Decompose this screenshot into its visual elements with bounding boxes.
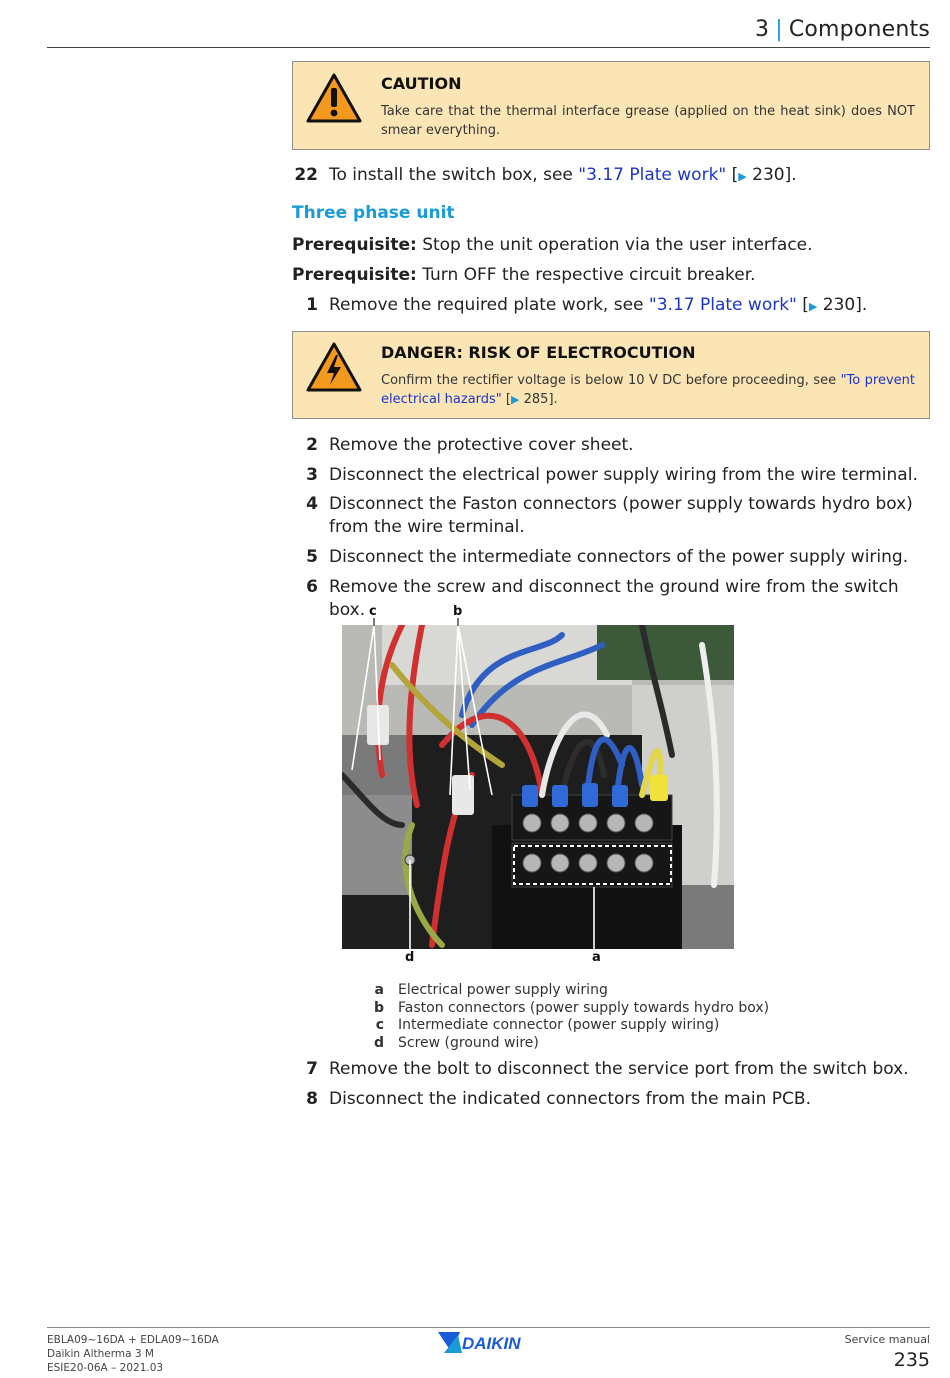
page-ref-icon: ▶ <box>738 170 747 183</box>
top-leader-stubs <box>342 618 734 626</box>
step-text: To install the switch box, see "3.17 Plate work" [▶ 230]. <box>329 165 797 185</box>
callout-d: d <box>405 950 415 965</box>
plate-work-link[interactable]: "3.17 Plate work" <box>578 165 727 185</box>
document-type: Service manual <box>844 1333 930 1346</box>
high-voltage-icon <box>305 341 363 393</box>
page-ref-icon: ▶ <box>808 300 818 313</box>
danger-notice <box>292 331 930 419</box>
callout-c: c <box>369 604 377 619</box>
prerequisite-2: Prerequisite: Turn OFF the respective circuit breaker. <box>292 265 756 285</box>
page-header <box>47 14 930 48</box>
page-ref: 230 <box>752 165 785 185</box>
step-text: Remove the required plate work, see "3.17 Plate work" [▶ 230]. <box>329 295 868 315</box>
svg-text:DAIKIN: DAIKIN <box>462 1334 521 1353</box>
daikin-logo <box>438 1331 542 1355</box>
step-number: 1 <box>306 295 318 315</box>
prerequisite-1: Prerequisite: Stop the unit operation via the user interface. <box>292 235 813 255</box>
caution-text: Take care that the thermal interface grease (applied on the heat sink) does NOT smear everything. <box>381 104 915 138</box>
plate-work-link[interactable]: "3.17 Plate work" <box>648 295 797 315</box>
caution-notice <box>292 61 930 150</box>
chapter-number: 3 <box>754 17 770 42</box>
danger-text: Confirm the rectifier voltage is below 10 V DC before proceeding, see "To prevent electrical hazards" [▶ 285]. <box>381 373 915 407</box>
switch-box-photo <box>342 625 734 949</box>
page-ref: 285 <box>523 392 549 407</box>
callout-leader-lines <box>342 625 734 949</box>
step-number: 22 <box>294 165 318 185</box>
footer-model-info: EBLA09~16DA + EDLA09~16DA Daikin Altherma 3 M ESIE20-06A – 2021.03 <box>47 1334 219 1374</box>
page-number: 235 <box>893 1349 930 1371</box>
footer-rule <box>47 1327 930 1328</box>
footer-page-info <box>845 1333 930 1371</box>
danger-title: DANGER: RISK OF ELECTROCUTION <box>381 343 696 362</box>
callout-b: b <box>453 604 463 619</box>
section-heading: Three phase unit <box>292 203 455 223</box>
page-ref: 230 <box>822 295 856 315</box>
warning-icon <box>305 72 363 124</box>
electrical-hazards-link[interactable]: "To prevent electrical hazards" <box>381 373 915 407</box>
chapter-title: Components <box>788 17 930 42</box>
caution-title: CAUTION <box>381 74 462 93</box>
callout-a: a <box>592 950 601 965</box>
header-separator: | <box>775 17 783 42</box>
page-ref-icon: ▶ <box>511 393 520 406</box>
header-title <box>755 17 930 42</box>
